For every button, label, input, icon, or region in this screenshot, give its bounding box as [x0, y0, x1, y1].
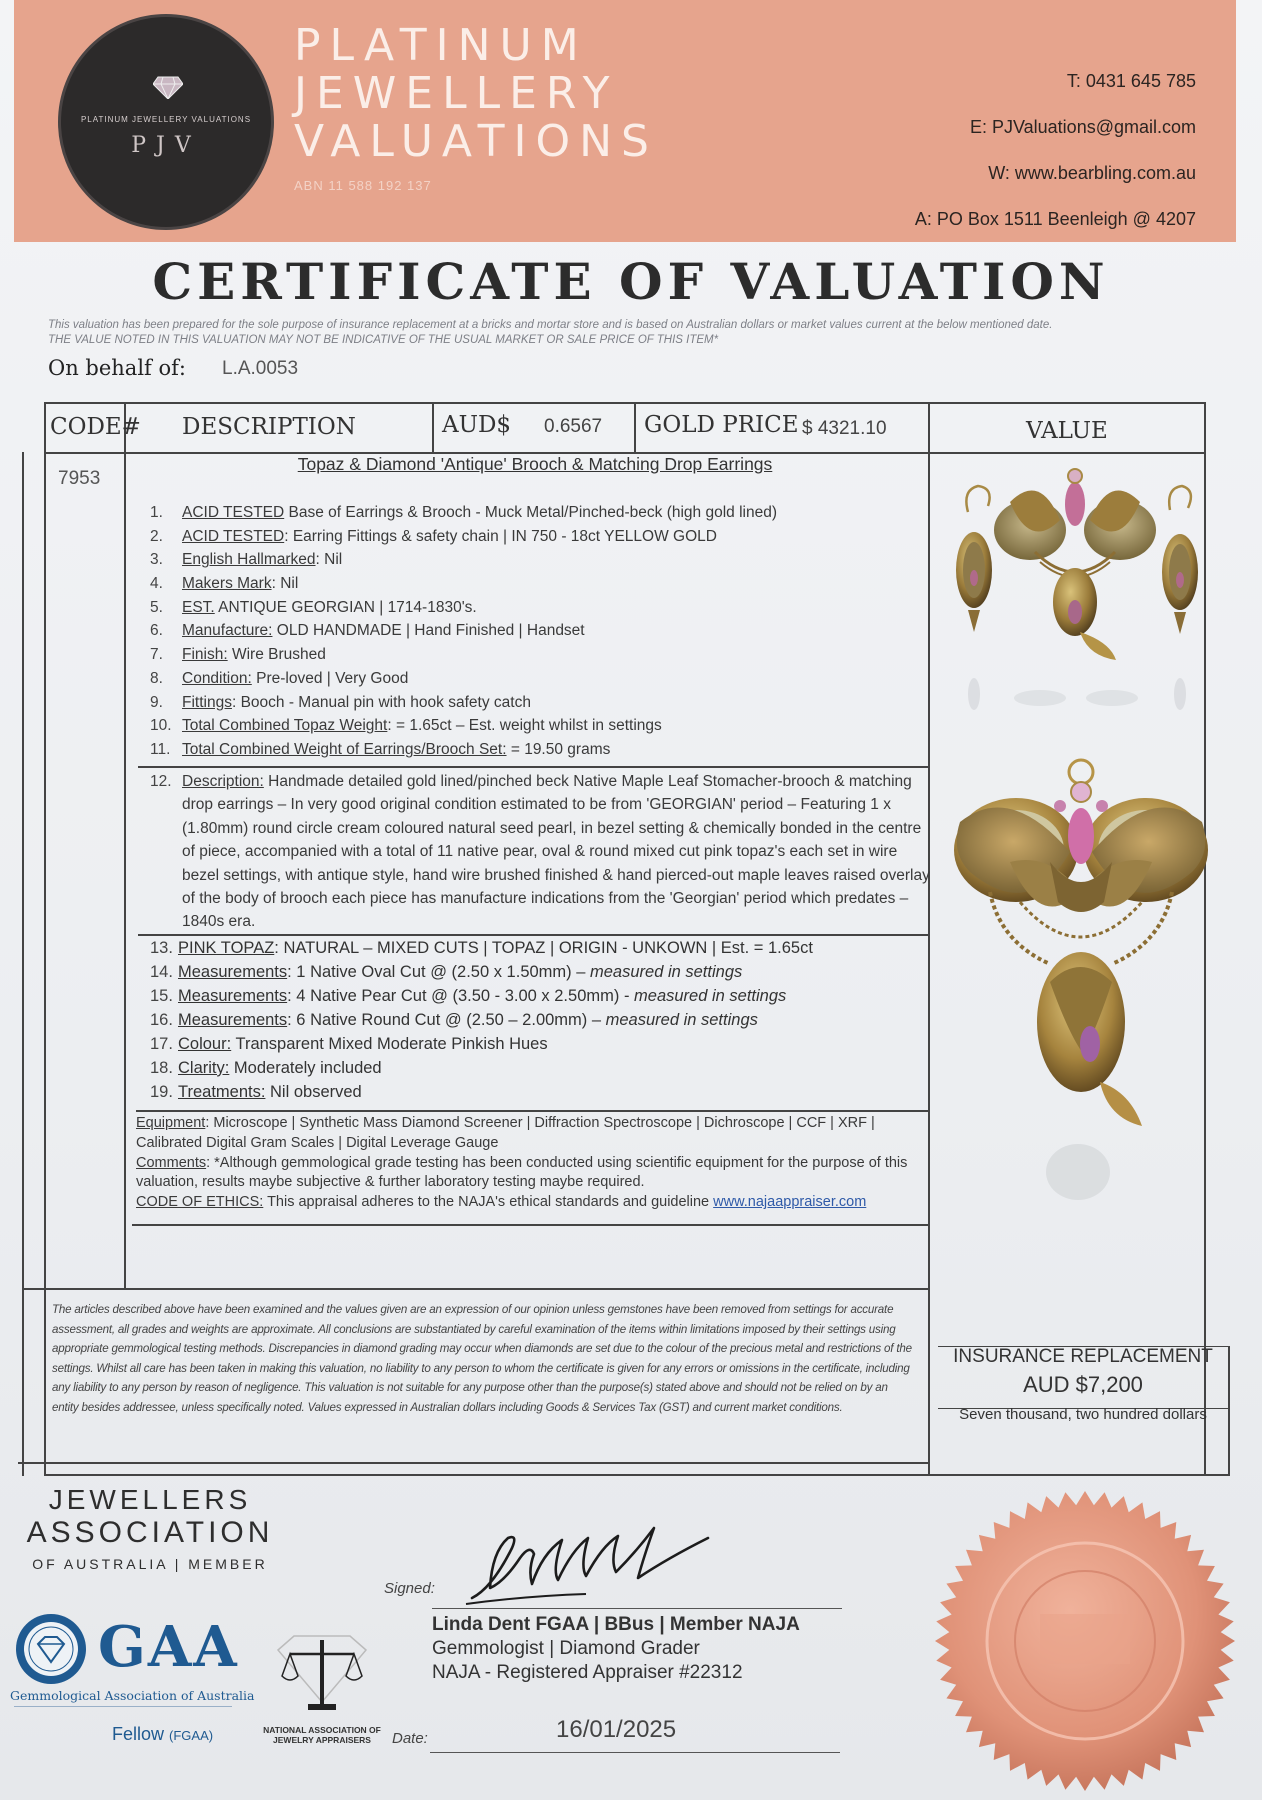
list-item: 18. Clarity: Moderately included	[150, 1059, 382, 1077]
behalf-value: L.A.0053	[222, 358, 299, 379]
gaa-emblem-icon	[14, 1612, 88, 1686]
list-item: 3. English Hallmarked : Nil	[150, 551, 343, 569]
behalf-label: On behalf of:	[48, 356, 186, 380]
description-bottom-rule	[22, 1288, 930, 1290]
brand-line-2: JEWELLERY	[294, 68, 619, 119]
email-text: E: PJValuations@gmail.com	[969, 117, 1196, 137]
description-header: DESCRIPTION	[182, 414, 356, 440]
list-item: 4. Makers Mark : Nil	[150, 575, 299, 593]
fellow-label: Fellow (FGAA)	[112, 1724, 214, 1744]
section-rule	[138, 766, 928, 768]
jaa-line-1: JEWELLERS	[48, 1484, 252, 1515]
header-band	[14, 0, 1236, 242]
phone-text: T: 0431 645 785	[1066, 71, 1196, 91]
disclaimer-line-2: THE VALUE NOTED IN THIS VALUATION MAY NOT BE INDICATIVE OF THE USUAL MARKET OR SALE PRICE OF THIS ITEM*	[48, 334, 719, 346]
abn-number: ABN 11 588 192 137	[294, 178, 432, 193]
naja-name: NATIONAL ASSOCIATION OF JEWELRY APPRAISERS	[263, 1725, 381, 1745]
section-rule	[138, 934, 928, 936]
list-item: 14. Measurements: 1 Native Oval Cut @ (2.50 x 1.50mm) – measured in settings	[150, 963, 743, 981]
insurance-box	[938, 1346, 1228, 1423]
gold-price-header: GOLD PRICE	[644, 412, 799, 438]
brand-name	[294, 22, 658, 166]
insurance-value: AUD $7,200	[1023, 1372, 1143, 1397]
page-title: CERTIFICATE OF VALUATION	[152, 252, 1110, 311]
test-results-list	[150, 504, 920, 765]
list-item: 1. ACID TESTED Base of Earrings & Brooch - Muck Metal/Pinched-beck (high gold lined)	[150, 504, 777, 521]
gold-column-rule	[634, 402, 636, 452]
disclaimer	[48, 318, 1228, 348]
section-rule	[136, 1110, 928, 1112]
signer-details	[432, 1614, 852, 1684]
list-item: 9. Fittings : Booch - Manual pin with hook safety catch	[150, 693, 531, 711]
scales-icon	[272, 1632, 372, 1716]
contact-block	[915, 58, 1196, 242]
list-item: 7. Finish: Wire Brushed	[150, 646, 326, 664]
brooch-closeup-photo	[950, 752, 1212, 1204]
list-item: 8. Condition: Pre-loved | Very Good	[150, 669, 409, 687]
date-value: 16/01/2025	[556, 1716, 677, 1743]
legal-footnote: The articles described above have been examined and the values given are an expression of our opinion unless gemstones have been removed from settings for accurate assessment, all grades and weights are approximate. All conclusions are substantiated by careful examination of the items within limitations imposed by their settings using appropriate gemmological testing methods. Discrepancies in diamond grading may occur when diamonds are set due to the colour of the precious metal and restrictions of the settings. Whilst all care has been taken in making this valuation, no liability to any person to whom the certificate is given for any errors or omissions in the certificate, including any liability to any person by reason of negligence. This valuation is not suitable for any purpose other than the purpose(s) stated above and should not be relied on by an entity besides addressee, unless specifically noted. Values expressed in Australian dollars including Goods & Services Tax (GST) and current market conditions.	[52, 1303, 912, 1414]
description-paragraph: 12. Description: Handmade detailed gold lined/pinched beck Native Maple Leaf Stomacher-brooch & matching drop earrings – In very good original condition estimated to be from 'GEORGIAN' period – Featuring 1 x (1.80mm) round circle cream coloured natural seed pearl, in bezel setting & chemically bonded in the centre of piece, accompanied with a total of 11 native pear, oval & round mixed cut pink topaz's each set in wire bezel settings, with antique style, hand wire brushed finished & hand pierced-out maple leaves raised overlay of the body of brooch each piece has manufacture indications from the 'Georgian' period which predates – 1840s era.	[150, 773, 930, 931]
list-item: 17. Colour: Transparent Mixed Moderate Pinkish Hues	[150, 1035, 548, 1053]
signer-title: Gemmologist | Diamond Grader	[432, 1638, 700, 1659]
gaa-divider	[14, 1706, 232, 1707]
diamond-icon	[153, 75, 183, 99]
list-item: 16. Measurements: 6 Native Round Cut @ (2.50 – 2.00mm) – measured in settings	[150, 1011, 758, 1029]
gold-price-value: $ 4321.10	[802, 418, 887, 439]
signer-name: Linda Dent FGAA | BBus | Member NAJA	[432, 1614, 800, 1635]
code-column-rule	[124, 402, 126, 1288]
outer-bottom-rule	[18, 1462, 930, 1464]
value-header: VALUE	[1026, 418, 1108, 444]
embossed-seal-icon	[930, 1486, 1240, 1796]
signer-registration: NAJA - Registered Appraiser #22312	[432, 1662, 743, 1683]
item-code: 7953	[58, 468, 101, 489]
naja-website-link[interactable]: www.najaappraiser.com	[713, 1194, 867, 1211]
aud-header: AUD$	[442, 412, 512, 438]
list-item: 2. ACID TESTED : Earring Fittings & safety chain | IN 750 - 18ct YELLOW GOLD	[150, 527, 717, 545]
handwritten-signature	[462, 1518, 722, 1618]
left-outer-rule	[22, 452, 24, 1476]
aud-column-rule	[432, 402, 434, 452]
date-line	[430, 1752, 840, 1753]
jaa-logo	[22, 1484, 278, 1572]
brand-line-3: VALUATIONS	[294, 116, 658, 167]
list-item: 10. Total Combined Topaz Weight : = 1.65ct – Est. weight whilst in settings	[150, 717, 662, 735]
disclaimer-line-1: This valuation has been prepared for the sole purpose of insurance replacement at a bricks and mortar store and is based on Australian dollars or market values current at the below mentioned date.	[48, 319, 1053, 331]
logo-ring-text: PLATINUM JEWELLERY VALUATIONS	[80, 115, 252, 124]
item-title: Topaz & Diamond 'Antique' Brooch & Matching Drop Earrings	[297, 454, 773, 474]
gaa-full-name: Gemmological Association of Australia	[10, 1688, 255, 1703]
value-bottom-rule	[928, 1474, 1228, 1476]
insurance-label: INSURANCE REPLACEMENT	[953, 1346, 1213, 1367]
list-item: 13. PINK TOPAZ: NATURAL – MIXED CUTS | TOPAZ | ORIGIN - UNKOWN | Est. = 1.65ct	[150, 939, 813, 957]
pjv-logo	[58, 14, 274, 230]
value-right-rule	[1228, 1346, 1230, 1476]
logo-initials: PJV	[131, 133, 201, 158]
section-rule	[132, 1224, 928, 1226]
list-item: 19. Treatments: Nil observed	[150, 1083, 362, 1101]
signature-line	[432, 1608, 842, 1609]
code-header: CODE#	[50, 414, 141, 440]
insurance-value-words: Seven thousand, two hundred dollars	[959, 1406, 1207, 1423]
jaa-line-3: OF AUSTRALIA | MEMBER	[32, 1556, 268, 1572]
signed-label: Signed:	[384, 1580, 435, 1597]
website-text: W: www.bearbling.com.au	[988, 163, 1196, 183]
jaa-line-2: ASSOCIATION	[26, 1516, 274, 1549]
naja-logo	[262, 1632, 382, 1745]
list-item: 5. EST. ANTIQUE GEORGIAN | 1714-1830's.	[150, 598, 477, 616]
list-item: 11. Total Combined Weight of Earrings/Brooch Set: = 19.50 grams	[150, 740, 611, 758]
address-text: A: PO Box 1511 Beenleigh @ 4207	[914, 209, 1196, 229]
list-item: 15. Measurements: 4 Native Pear Cut @ (3.50 - 3.00 x 2.50mm) - measured in settings	[150, 987, 787, 1005]
equipment-notes: Equipment: Microscope | Synthetic Mass Diamond Screener | Diffraction Spectroscope | Dichroscope | CCF | XRF | Calibrated Digital Gram Scales | Digital Leverage Gauge Comments: *Although gemmological grade testing has been conducted using scientific equipment for the purpose of this valuation, results maybe subjective & further laboratory testing maybe required. CODE OF ETHICS: This appraisal adheres to the NAJA's ethical standards and guideline www.najaappraiser.com	[136, 1115, 908, 1211]
gemstone-details-list	[150, 939, 930, 1107]
brand-line-1: PLATINUM	[294, 20, 588, 71]
aud-rate: 0.6567	[544, 416, 603, 437]
earrings-brooch-photo	[940, 462, 1210, 750]
date-label: Date:	[392, 1730, 428, 1747]
gaa-wordmark: GAA	[98, 1614, 239, 1680]
list-item: 6. Manufacture: OLD HANDMADE | Hand Finished | Handset	[150, 622, 585, 640]
